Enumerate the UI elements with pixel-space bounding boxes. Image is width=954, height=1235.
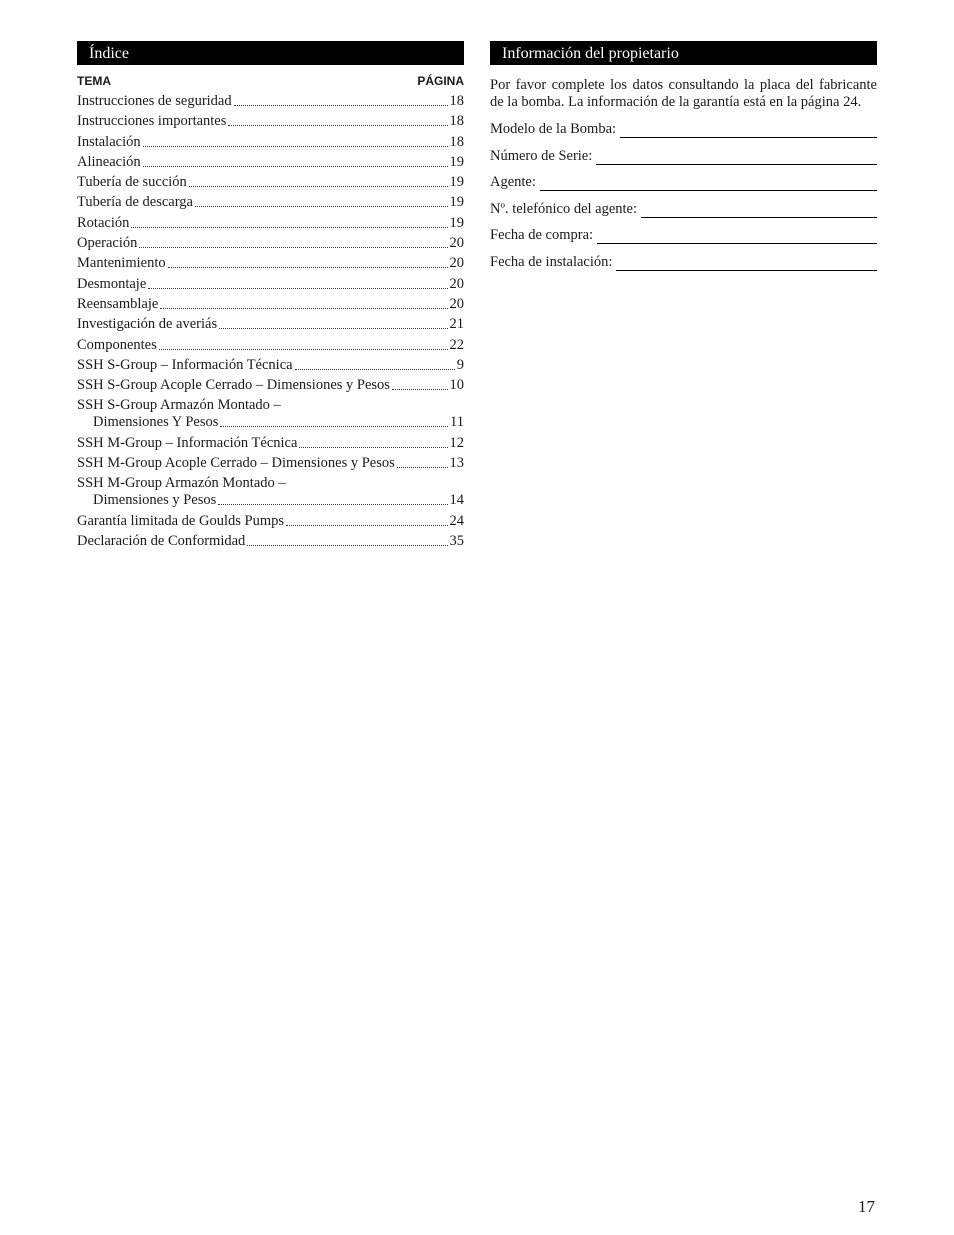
toc-leader-dots <box>160 296 447 309</box>
toc-entry <box>77 337 464 354</box>
owner-field <box>490 121 877 138</box>
toc-entry-title: Alineación <box>77 153 141 170</box>
owner-field-label: Fecha de compra: <box>490 227 594 243</box>
toc-entry-title: Declaración de Conformidad <box>77 532 246 549</box>
toc-entry <box>77 533 464 550</box>
toc-entry <box>77 113 464 130</box>
toc-leader-dots <box>189 174 448 187</box>
toc-entry <box>77 174 464 191</box>
toc-leader-dots <box>143 134 448 147</box>
toc-leader-dots <box>218 492 447 505</box>
toc-entry-title: Instalación <box>77 133 141 150</box>
toc-leader-dots <box>299 435 447 448</box>
toc-entry-title: Investigación de averiás <box>77 316 218 333</box>
toc-entry-page: 19 <box>449 194 464 211</box>
toc-entry <box>77 316 464 333</box>
owner-field <box>490 148 877 165</box>
page-number: 17 <box>858 1197 875 1216</box>
owner-field-blank-line[interactable] <box>596 151 877 165</box>
toc-leader-dots <box>168 255 448 268</box>
owner-field-label: Modelo de la Bomba: <box>490 121 617 137</box>
toc-entry-title: Tubería de succión <box>77 174 187 191</box>
index-section <box>77 41 464 553</box>
toc-entry-page: 20 <box>449 255 464 272</box>
owner-info-title: Información del propietario <box>490 41 877 65</box>
index-title: Índice <box>77 41 464 65</box>
owner-field-label: Fecha de instalación: <box>490 253 613 270</box>
toc-leader-dots <box>228 113 447 126</box>
toc-entry <box>77 93 464 110</box>
toc-entry-title: Dimensiones y Pesos <box>93 492 217 509</box>
toc-entry <box>77 513 464 530</box>
owner-field <box>490 254 877 271</box>
toc-entry-page: 11 <box>450 414 464 431</box>
toc-entry <box>77 296 464 313</box>
toc-entry-multiline <box>77 475 464 509</box>
toc-entry <box>77 492 464 509</box>
owner-field <box>490 227 877 244</box>
owner-field <box>490 201 877 218</box>
toc-header <box>77 72 464 90</box>
toc-entry-page: 20 <box>449 275 464 292</box>
owner-field-blank-line[interactable] <box>616 257 877 271</box>
toc-leader-dots <box>220 414 448 427</box>
toc-entry-title-line1: SSH S-Group Armazón Montado – <box>77 397 281 414</box>
toc-leader-dots <box>295 357 455 370</box>
toc-entry-title: SSH S-Group – Información Técnica <box>77 356 293 373</box>
toc-entry-page: 14 <box>449 492 464 509</box>
toc-entry-page: 9 <box>456 356 464 373</box>
toc-entry-page: 22 <box>449 336 464 353</box>
toc-entry <box>77 154 464 171</box>
toc-entry-title: Dimensiones Y Pesos <box>93 414 219 431</box>
toc-entry-title: Rotación <box>77 214 130 231</box>
toc-list <box>77 93 464 550</box>
toc-entry-page: 20 <box>449 235 464 252</box>
toc-leader-dots <box>247 533 447 546</box>
toc-leader-dots <box>143 154 448 167</box>
toc-entry-page: 21 <box>449 316 464 333</box>
toc-leader-dots <box>195 194 448 207</box>
toc-entry <box>77 414 464 431</box>
toc-entry-page: 18 <box>449 113 464 130</box>
owner-field-label: Número de Serie: <box>490 147 593 164</box>
toc-entry <box>77 235 464 252</box>
toc-entry-multiline <box>77 397 464 431</box>
toc-entry <box>77 215 464 232</box>
toc-entry-page: 19 <box>449 214 464 231</box>
toc-entry-title: SSH S-Group Acople Cerrado – Dimensiones y Pesos <box>77 377 390 394</box>
toc-entry <box>77 194 464 211</box>
toc-entry-page: 12 <box>449 434 464 451</box>
owner-field-blank-line[interactable] <box>597 230 877 244</box>
toc-leader-dots <box>139 235 447 248</box>
toc-entry-page: 24 <box>449 512 464 529</box>
toc-entry <box>77 377 464 394</box>
toc-entry-title: Instrucciones importantes <box>77 113 227 130</box>
toc-col-page: PÁGINA <box>417 74 464 88</box>
toc-entry <box>77 435 464 452</box>
toc-entry-page: 13 <box>449 455 464 472</box>
toc-entry-page: 19 <box>449 174 464 191</box>
toc-entry <box>77 455 464 472</box>
toc-entry-title-line1: SSH M-Group Armazón Montado – <box>77 475 286 492</box>
toc-leader-dots <box>131 215 447 228</box>
toc-leader-dots <box>392 377 448 390</box>
toc-entry <box>77 255 464 272</box>
toc-entry-page: 18 <box>449 133 464 150</box>
toc-leader-dots <box>148 276 447 289</box>
owner-info-intro: Por favor complete los datos consultando la placa del fabricante de la bomba. La información de la garantía está en la página 24. <box>490 77 877 110</box>
toc-leader-dots <box>219 316 447 329</box>
toc-entry <box>77 357 464 374</box>
toc-entry <box>77 276 464 293</box>
owner-field-blank-line[interactable] <box>540 177 877 191</box>
owner-field-blank-line[interactable] <box>620 124 877 138</box>
toc-entry-page: 10 <box>449 377 464 394</box>
toc-entry-title: Tubería de descarga <box>77 194 193 211</box>
owner-field-blank-line[interactable] <box>641 204 877 218</box>
toc-entry-title: Desmontaje <box>77 275 147 292</box>
toc-entry-page: 35 <box>449 532 464 549</box>
toc-entry-title: Reensamblaje <box>77 295 159 312</box>
owner-field <box>490 174 877 191</box>
owner-field-label: Agente: <box>490 174 536 190</box>
toc-entry-page: 19 <box>449 153 464 170</box>
toc-entry-page: 20 <box>449 295 464 312</box>
owner-info-section <box>490 41 877 280</box>
toc-entry-title: SSH M-Group Acople Cerrado – Dimensiones y Pesos <box>77 455 395 472</box>
toc-leader-dots <box>159 337 448 350</box>
toc-entry-title: Mantenimiento <box>77 255 166 272</box>
owner-fields <box>490 121 877 271</box>
toc-leader-dots <box>286 513 448 526</box>
toc-col-topic: TEMA <box>77 74 111 88</box>
toc-entry-title: Instrucciones de seguridad <box>77 93 232 109</box>
toc-entry-page: 18 <box>449 93 464 109</box>
toc-leader-dots <box>234 93 448 106</box>
toc-entry-title: Operación <box>77 235 138 252</box>
toc-entry-title: Componentes <box>77 336 157 353</box>
toc-entry-title: Garantía limitada de Goulds Pumps <box>77 512 284 529</box>
owner-field-label: Nº. telefónico del agente: <box>490 200 638 217</box>
toc-entry-title: SSH M-Group – Información Técnica <box>77 434 298 451</box>
toc-leader-dots <box>397 455 448 468</box>
toc-entry <box>77 134 464 151</box>
